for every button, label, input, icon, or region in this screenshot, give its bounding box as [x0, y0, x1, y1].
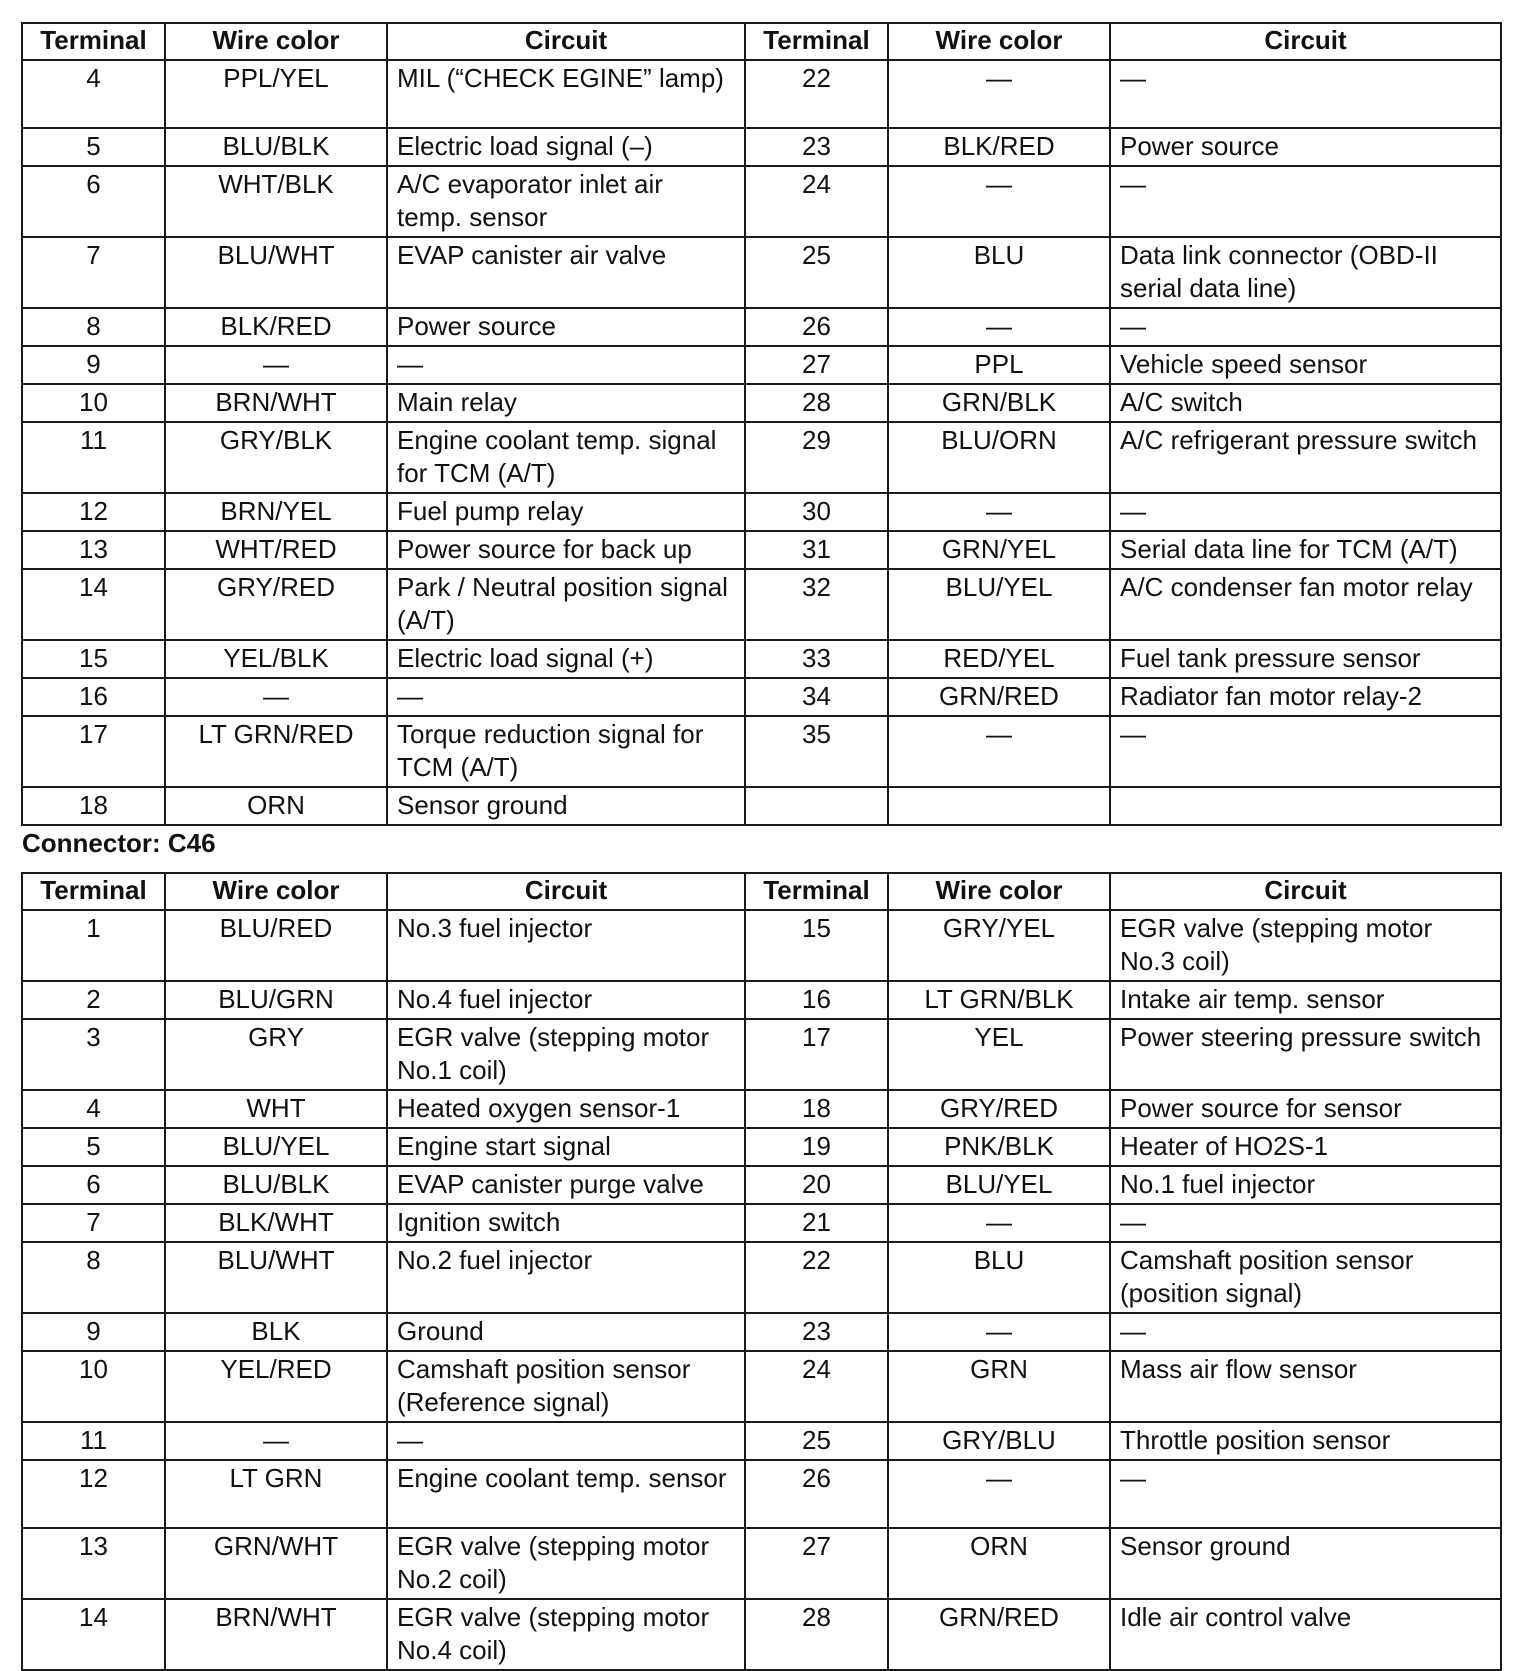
table-row	[22, 1460, 1501, 1528]
wire-color-cell: PPL/YEL	[165, 60, 387, 128]
circuit-cell: Engine coolant temp. signal for TCM (A/T)	[387, 422, 745, 493]
wire-color-cell: GRY/BLK	[165, 422, 387, 493]
wire-color-cell: BLU/RED	[165, 910, 387, 981]
terminal-cell: 2	[22, 981, 165, 1019]
circuit-cell: Ground	[387, 1313, 745, 1351]
circuit-cell: Idle air control valve	[1110, 1599, 1501, 1670]
terminal-cell: 11	[22, 422, 165, 493]
wire-color-cell: BLK	[165, 1313, 387, 1351]
header-terminal: Terminal	[22, 873, 165, 910]
terminal-cell: 26	[745, 308, 888, 346]
terminal-cell	[745, 787, 888, 825]
circuit-cell: Fuel tank pressure sensor	[1110, 640, 1501, 678]
terminal-table-c46	[21, 872, 1502, 1671]
header-circuit: Circuit	[1110, 873, 1501, 910]
circuit-cell: Electric load signal (+)	[387, 640, 745, 678]
circuit-cell: Power source for back up	[387, 531, 745, 569]
wire-color-cell: LT GRN	[165, 1460, 387, 1528]
circuit-cell: —	[387, 678, 745, 716]
wire-color-cell: GRN/RED	[888, 678, 1110, 716]
wire-color-cell: BLU/GRN	[165, 981, 387, 1019]
circuit-cell: No.1 fuel injector	[1110, 1166, 1501, 1204]
wire-color-cell: WHT/RED	[165, 531, 387, 569]
terminal-cell: 22	[745, 60, 888, 128]
header-circuit: Circuit	[1110, 23, 1501, 60]
terminal-table-1	[21, 22, 1502, 826]
wire-color-cell: BLU/WHT	[165, 237, 387, 308]
header-circuit: Circuit	[387, 23, 745, 60]
table-row	[22, 716, 1501, 787]
circuit-cell: EVAP canister air valve	[387, 237, 745, 308]
circuit-cell: Heater of HO2S-1	[1110, 1128, 1501, 1166]
terminal-cell: 16	[22, 678, 165, 716]
circuit-cell: Power source	[387, 308, 745, 346]
terminal-cell: 3	[22, 1019, 165, 1090]
circuit-cell: —	[1110, 60, 1501, 128]
terminal-cell: 8	[22, 1242, 165, 1313]
terminal-cell: 1	[22, 910, 165, 981]
table-row	[22, 1128, 1501, 1166]
circuit-cell: MIL (“CHECK EGINE” lamp)	[387, 60, 745, 128]
wire-color-cell: —	[888, 166, 1110, 237]
wire-color-cell: LT GRN/BLK	[888, 981, 1110, 1019]
terminal-cell: 10	[22, 1351, 165, 1422]
wire-color-cell: BLU/BLK	[165, 1166, 387, 1204]
wire-color-cell: —	[888, 1313, 1110, 1351]
header-terminal: Terminal	[22, 23, 165, 60]
circuit-cell: Power source for sensor	[1110, 1090, 1501, 1128]
header-terminal: Terminal	[745, 873, 888, 910]
circuit-cell: Camshaft position sensor (Reference signal)	[387, 1351, 745, 1422]
terminal-cell: 5	[22, 1128, 165, 1166]
terminal-cell: 21	[745, 1204, 888, 1242]
table-row	[22, 1313, 1501, 1351]
wire-color-cell: YEL/RED	[165, 1351, 387, 1422]
wire-color-cell: BLU/BLK	[165, 128, 387, 166]
header-wire-color: Wire color	[888, 23, 1110, 60]
circuit-cell: Fuel pump relay	[387, 493, 745, 531]
terminal-cell: 7	[22, 237, 165, 308]
wire-color-cell: —	[888, 1460, 1110, 1528]
table-row	[22, 60, 1501, 128]
table-row	[22, 1422, 1501, 1460]
wire-color-cell: PPL	[888, 346, 1110, 384]
terminal-cell: 18	[22, 787, 165, 825]
circuit-cell: A/C refrigerant pressure switch	[1110, 422, 1501, 493]
wire-color-cell	[888, 787, 1110, 825]
table-row	[22, 1166, 1501, 1204]
terminal-cell: 30	[745, 493, 888, 531]
wire-color-cell: GRY/YEL	[888, 910, 1110, 981]
table-row	[22, 678, 1501, 716]
table-row	[22, 531, 1501, 569]
table-row	[22, 1351, 1501, 1422]
connector-label: Connector: C46	[22, 828, 216, 858]
wire-color-cell: BLU/ORN	[888, 422, 1110, 493]
header-circuit: Circuit	[387, 873, 745, 910]
table-row	[22, 1528, 1501, 1599]
circuit-cell: —	[1110, 166, 1501, 237]
terminal-cell: 29	[745, 422, 888, 493]
terminal-cell: 9	[22, 1313, 165, 1351]
circuit-cell: Camshaft position sensor (position signal)	[1110, 1242, 1501, 1313]
terminal-cell: 34	[745, 678, 888, 716]
wire-color-cell: GRN/RED	[888, 1599, 1110, 1670]
terminal-cell: 10	[22, 384, 165, 422]
terminal-cell: 15	[22, 640, 165, 678]
terminal-cell: 22	[745, 1242, 888, 1313]
wire-color-cell: GRY/BLU	[888, 1422, 1110, 1460]
circuit-cell: Radiator fan motor relay-2	[1110, 678, 1501, 716]
table-body	[22, 910, 1501, 1670]
terminal-cell: 15	[745, 910, 888, 981]
terminal-cell: 4	[22, 1090, 165, 1128]
terminal-cell: 4	[22, 60, 165, 128]
wire-color-cell: BLU/YEL	[888, 569, 1110, 640]
wire-color-cell: BLK/WHT	[165, 1204, 387, 1242]
wire-color-cell: ORN	[165, 787, 387, 825]
circuit-cell: Electric load signal (–)	[387, 128, 745, 166]
circuit-cell: EGR valve (stepping motor No.2 coil)	[387, 1528, 745, 1599]
table-row	[22, 346, 1501, 384]
circuit-cell: A/C switch	[1110, 384, 1501, 422]
table-row	[22, 569, 1501, 640]
table-row	[22, 237, 1501, 308]
circuit-cell: Sensor ground	[1110, 1528, 1501, 1599]
terminal-cell: 12	[22, 493, 165, 531]
wire-color-cell: BLU	[888, 1242, 1110, 1313]
terminal-cell: 19	[745, 1128, 888, 1166]
terminal-cell: 27	[745, 1528, 888, 1599]
circuit-cell: No.3 fuel injector	[387, 910, 745, 981]
wire-color-cell: PNK/BLK	[888, 1128, 1110, 1166]
wire-color-cell: GRN	[888, 1351, 1110, 1422]
terminal-cell: 8	[22, 308, 165, 346]
table-header-row	[22, 23, 1501, 60]
terminal-cell: 32	[745, 569, 888, 640]
table-row	[22, 1242, 1501, 1313]
header-wire-color: Wire color	[888, 873, 1110, 910]
table-row	[22, 787, 1501, 825]
wire-color-cell: BLK/RED	[888, 128, 1110, 166]
table-row	[22, 981, 1501, 1019]
wire-color-cell: —	[888, 493, 1110, 531]
table-body	[22, 60, 1501, 825]
table-row	[22, 1019, 1501, 1090]
circuit-cell: EVAP canister purge valve	[387, 1166, 745, 1204]
circuit-cell: —	[1110, 493, 1501, 531]
terminal-cell: 25	[745, 1422, 888, 1460]
circuit-cell: Engine coolant temp. sensor	[387, 1460, 745, 1528]
terminal-cell: 23	[745, 1313, 888, 1351]
wire-color-cell: YEL	[888, 1019, 1110, 1090]
header-terminal: Terminal	[745, 23, 888, 60]
circuit-cell: —	[1110, 1313, 1501, 1351]
wire-color-cell: —	[165, 678, 387, 716]
table-header-row	[22, 873, 1501, 910]
terminal-cell: 5	[22, 128, 165, 166]
table-row	[22, 1204, 1501, 1242]
terminal-cell: 13	[22, 531, 165, 569]
circuit-cell: Power steering pressure switch	[1110, 1019, 1501, 1090]
wire-color-cell: GRN/WHT	[165, 1528, 387, 1599]
table-row	[22, 384, 1501, 422]
terminal-cell: 12	[22, 1460, 165, 1528]
circuit-cell: Engine start signal	[387, 1128, 745, 1166]
wire-color-cell: —	[888, 308, 1110, 346]
circuit-cell: Park / Neutral position signal (A/T)	[387, 569, 745, 640]
table-row	[22, 422, 1501, 493]
circuit-cell: A/C condenser fan motor relay	[1110, 569, 1501, 640]
circuit-cell: EGR valve (stepping motor No.3 coil)	[1110, 910, 1501, 981]
wire-color-cell: BLU/YEL	[888, 1166, 1110, 1204]
wire-color-cell: GRY/RED	[165, 569, 387, 640]
terminal-cell: 13	[22, 1528, 165, 1599]
terminal-cell: 24	[745, 166, 888, 237]
circuit-cell: Vehicle speed sensor	[1110, 346, 1501, 384]
circuit-cell: —	[1110, 1204, 1501, 1242]
terminal-cell: 17	[745, 1019, 888, 1090]
terminal-cell: 24	[745, 1351, 888, 1422]
wire-color-cell: —	[165, 346, 387, 384]
circuit-cell	[1110, 787, 1501, 825]
circuit-cell: EGR valve (stepping motor No.1 coil)	[387, 1019, 745, 1090]
terminal-cell: 18	[745, 1090, 888, 1128]
wire-color-cell: —	[888, 716, 1110, 787]
circuit-cell: Intake air temp. sensor	[1110, 981, 1501, 1019]
wire-color-cell: BLU/YEL	[165, 1128, 387, 1166]
terminal-cell: 6	[22, 166, 165, 237]
terminal-cell: 11	[22, 1422, 165, 1460]
circuit-cell: Throttle position sensor	[1110, 1422, 1501, 1460]
terminal-cell: 20	[745, 1166, 888, 1204]
header-wire-color: Wire color	[165, 23, 387, 60]
circuit-cell: Data link connector (OBD-II serial data line)	[1110, 237, 1501, 308]
table-row	[22, 1599, 1501, 1670]
wire-color-cell: BLU/WHT	[165, 1242, 387, 1313]
table-row	[22, 166, 1501, 237]
table-row	[22, 910, 1501, 981]
circuit-cell: —	[1110, 716, 1501, 787]
terminal-cell: 14	[22, 569, 165, 640]
terminal-cell: 17	[22, 716, 165, 787]
table-row	[22, 493, 1501, 531]
circuit-cell: A/C evaporator inlet air temp. sensor	[387, 166, 745, 237]
table-row	[22, 640, 1501, 678]
wire-color-cell: —	[888, 1204, 1110, 1242]
table-row	[22, 128, 1501, 166]
terminal-cell: 33	[745, 640, 888, 678]
terminal-cell: 25	[745, 237, 888, 308]
circuit-cell: Main relay	[387, 384, 745, 422]
circuit-cell: Power source	[1110, 128, 1501, 166]
wire-color-cell: WHT	[165, 1090, 387, 1128]
circuit-cell: Serial data line for TCM (A/T)	[1110, 531, 1501, 569]
table-row	[22, 1090, 1501, 1128]
wire-color-cell: ORN	[888, 1528, 1110, 1599]
wire-color-cell: YEL/BLK	[165, 640, 387, 678]
wire-color-cell: BRN/YEL	[165, 493, 387, 531]
circuit-cell: —	[387, 346, 745, 384]
circuit-cell: EGR valve (stepping motor No.4 coil)	[387, 1599, 745, 1670]
wire-color-cell: —	[888, 60, 1110, 128]
circuit-cell: Mass air flow sensor	[1110, 1351, 1501, 1422]
circuit-cell: —	[1110, 308, 1501, 346]
terminal-cell: 27	[745, 346, 888, 384]
circuit-cell: Heated oxygen sensor-1	[387, 1090, 745, 1128]
terminal-cell: 28	[745, 1599, 888, 1670]
circuit-cell: No.4 fuel injector	[387, 981, 745, 1019]
circuit-cell: No.2 fuel injector	[387, 1242, 745, 1313]
header-wire-color: Wire color	[165, 873, 387, 910]
circuit-cell: Sensor ground	[387, 787, 745, 825]
circuit-cell: Torque reduction signal for TCM (A/T)	[387, 716, 745, 787]
terminal-cell: 35	[745, 716, 888, 787]
wire-color-cell: LT GRN/RED	[165, 716, 387, 787]
wire-color-cell: GRY	[165, 1019, 387, 1090]
wire-color-cell: BRN/WHT	[165, 1599, 387, 1670]
wire-color-cell: BLU	[888, 237, 1110, 308]
terminal-cell: 6	[22, 1166, 165, 1204]
wire-color-cell: BRN/WHT	[165, 384, 387, 422]
wire-color-cell: GRN/BLK	[888, 384, 1110, 422]
wire-color-cell: GRY/RED	[888, 1090, 1110, 1128]
terminal-cell: 14	[22, 1599, 165, 1670]
terminal-cell: 16	[745, 981, 888, 1019]
terminal-cell: 7	[22, 1204, 165, 1242]
terminal-cell: 9	[22, 346, 165, 384]
wire-color-cell: BLK/RED	[165, 308, 387, 346]
wire-color-cell: RED/YEL	[888, 640, 1110, 678]
terminal-cell: 28	[745, 384, 888, 422]
wire-color-cell: —	[165, 1422, 387, 1460]
wire-color-cell: GRN/YEL	[888, 531, 1110, 569]
table-row	[22, 308, 1501, 346]
terminal-cell: 31	[745, 531, 888, 569]
wire-color-cell: WHT/BLK	[165, 166, 387, 237]
terminal-cell: 23	[745, 128, 888, 166]
circuit-cell: —	[387, 1422, 745, 1460]
circuit-cell: —	[1110, 1460, 1501, 1528]
circuit-cell: Ignition switch	[387, 1204, 745, 1242]
terminal-cell: 26	[745, 1460, 888, 1528]
